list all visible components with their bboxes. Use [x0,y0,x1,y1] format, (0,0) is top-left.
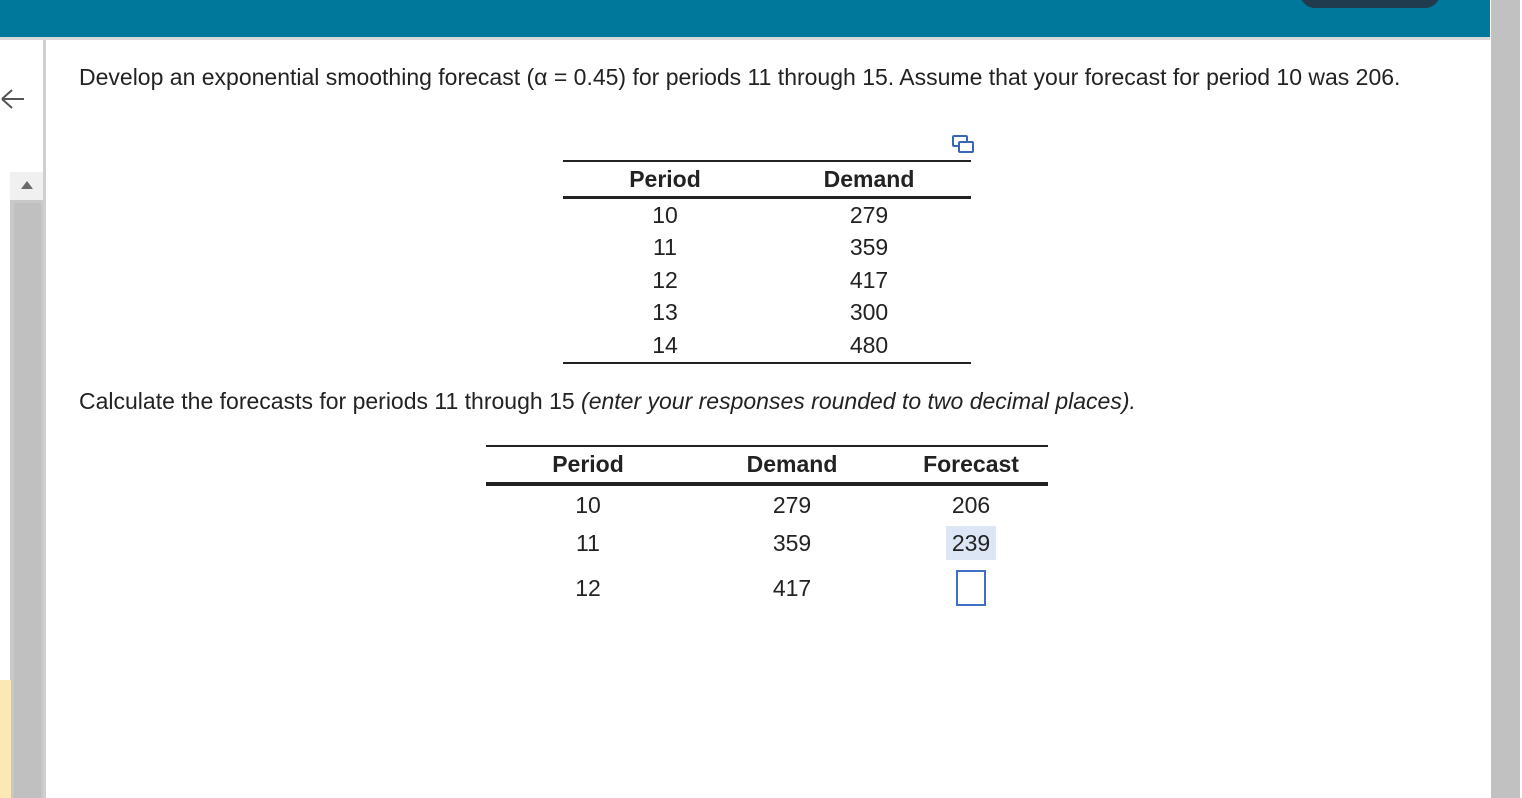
period-cell: 12 [575,574,601,601]
demand-header: Demand [823,165,915,192]
demand-cell: 359 [772,529,812,556]
demand-cell: 279 [849,201,889,228]
demand-cell: 417 [849,266,889,293]
period-cell: 14 [652,331,678,358]
period-cell: 11 [653,234,677,261]
table-row [563,297,971,330]
banner-divider [0,37,1490,40]
copy-icon[interactable] [951,134,975,154]
table-row [486,484,1048,524]
period-cell: 11 [576,529,600,556]
scroll-up-button[interactable] [10,172,43,200]
table-row [563,232,971,265]
period-cell: 10 [652,201,678,228]
forecast-cell: 206 [951,491,991,518]
period-cell: 10 [575,491,601,518]
forecast-table [486,445,1048,614]
instruction-note: (enter your responses rounded to two decimal places). [581,388,1136,414]
highlight-strip [0,680,11,798]
banner-control[interactable] [1300,0,1440,8]
table-header-row [563,161,971,198]
triangle-up-icon [21,181,33,189]
table-row [563,329,971,363]
question-area [79,60,1459,94]
right-scrollbar-thumb[interactable] [1491,0,1520,798]
demand-cell: 279 [772,491,812,518]
demand-cell: 417 [772,574,812,601]
forecast-header: Forecast [923,451,1019,477]
forecast-cell [894,524,1048,562]
top-banner [0,0,1490,37]
demand-cell: 300 [849,299,889,326]
demand-header: Demand [746,451,838,477]
demand-cell: 359 [849,234,889,261]
table-row [563,264,971,297]
instruction-text [79,388,1136,415]
arrow-left-icon[interactable] [0,84,26,114]
forecast-answer-input[interactable] [956,570,986,606]
period-header: Period [629,165,701,192]
table-header-row [486,446,1048,484]
table-row [486,562,1048,614]
left-scrollbar-thumb[interactable] [14,203,41,798]
rail-divider [43,40,46,798]
instruction-main: Calculate the forecasts for periods 11 through 15 [79,388,582,414]
demand-cell: 480 [849,331,889,358]
period-cell: 13 [652,299,678,326]
question-text: Develop an exponential smoothing forecast (α = 0.45) for periods 11 through 15. Assume that your forecast for period 10 was 206. [79,64,1401,90]
forecast-answer-filled[interactable]: 239 [946,526,996,560]
table-row [563,198,971,232]
demand-table [563,160,971,364]
period-cell: 12 [652,266,678,293]
forecast-cell [894,562,1048,614]
right-scrollbar[interactable] [1490,0,1522,798]
period-header: Period [552,451,624,477]
table-row [486,524,1048,562]
